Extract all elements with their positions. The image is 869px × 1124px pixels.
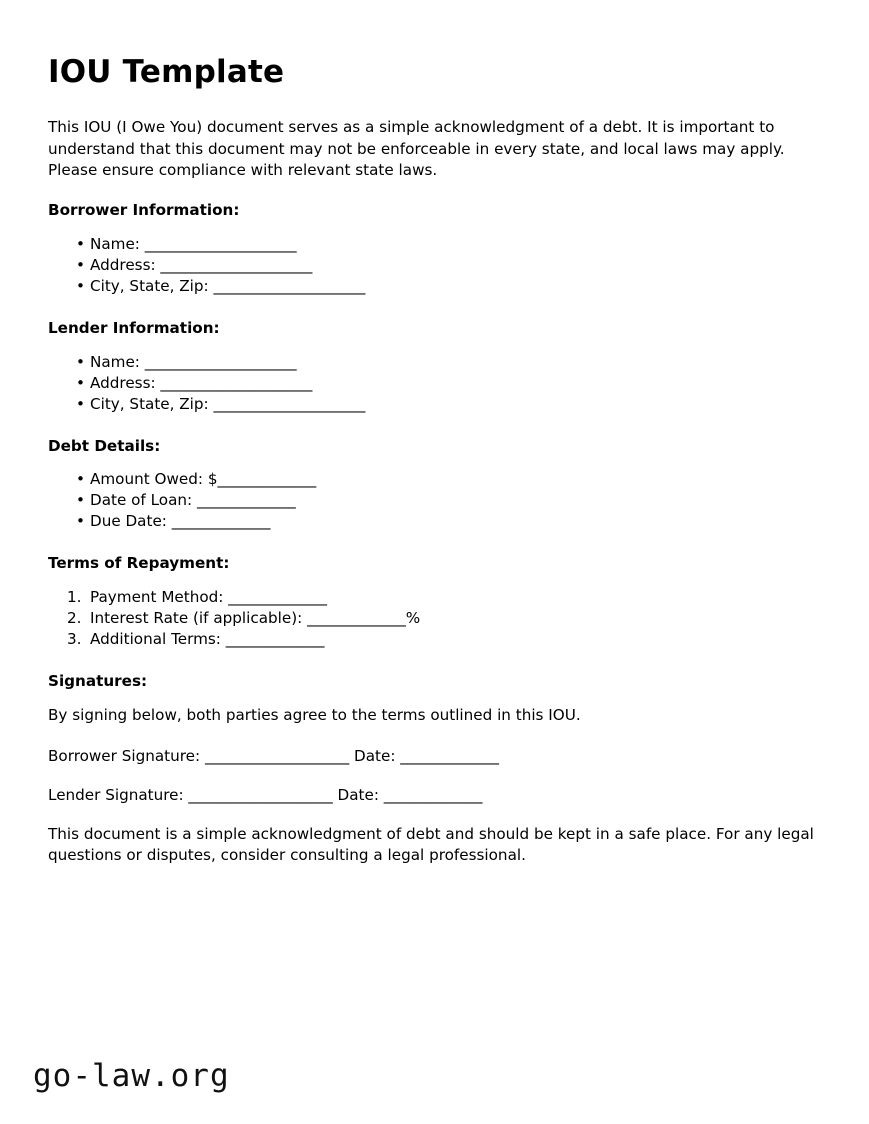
list-item: Additional Terms: _____________ [90,629,325,648]
list-item: • Address: ____________________ [48,373,821,394]
signature-lines [48,746,821,806]
intro-paragraph: This IOU (I Owe You) document serves as a simple acknowledgment of a debt. It is important to understand that this document may not be enforceable in every state, and local laws may apply. Please ensure compliance with relevant state laws. [48,117,785,180]
terms-of-repayment-heading: Terms of Repayment: [48,554,230,573]
list-item: • Name: ____________________ [48,352,821,373]
list-item: Interest Rate (if applicable): _____________% [90,609,421,627]
list-item: Payment Method: _____________ [90,588,327,607]
document-body [48,55,821,886]
lender-information-heading: Lender Information: [48,318,220,337]
lender-information-list [48,352,821,415]
borrower-signature-line: Borrower Signature: ___________________ Date: _____________ [48,746,500,765]
closing-paragraph: This document is a simple acknowledgment of debt and should be kept in a safe place. For any legal questions or disputes, consider consulting a legal professional. [48,824,814,865]
terms-of-repayment-list [48,587,821,650]
list-item: • Amount Owed: $_____________ [48,469,821,490]
list-item: • Name: ____________________ [48,234,821,255]
borrower-information-heading: Borrower Information: [48,201,240,220]
page-title: IOU Template [48,54,285,90]
signatures-heading: Signatures: [48,671,148,690]
list-item: • Address: ____________________ [48,255,821,276]
site-watermark: go-law.org [33,1058,230,1094]
borrower-information-list [48,234,821,297]
list-item: • Due Date: _____________ [48,511,821,532]
debt-details-heading: Debt Details: [48,436,161,455]
signature-agreement-text: By signing below, both parties agree to the terms outlined in this IOU. [48,705,581,724]
closing-section [48,824,821,868]
list-item: • City, State, Zip: ____________________ [48,276,821,297]
list-item: • Date of Loan: _____________ [48,490,821,511]
list-item: • City, State, Zip: ____________________ [48,394,821,415]
lender-signature-line: Lender Signature: ___________________ Date: _____________ [48,785,483,804]
debt-details-list [48,469,821,532]
